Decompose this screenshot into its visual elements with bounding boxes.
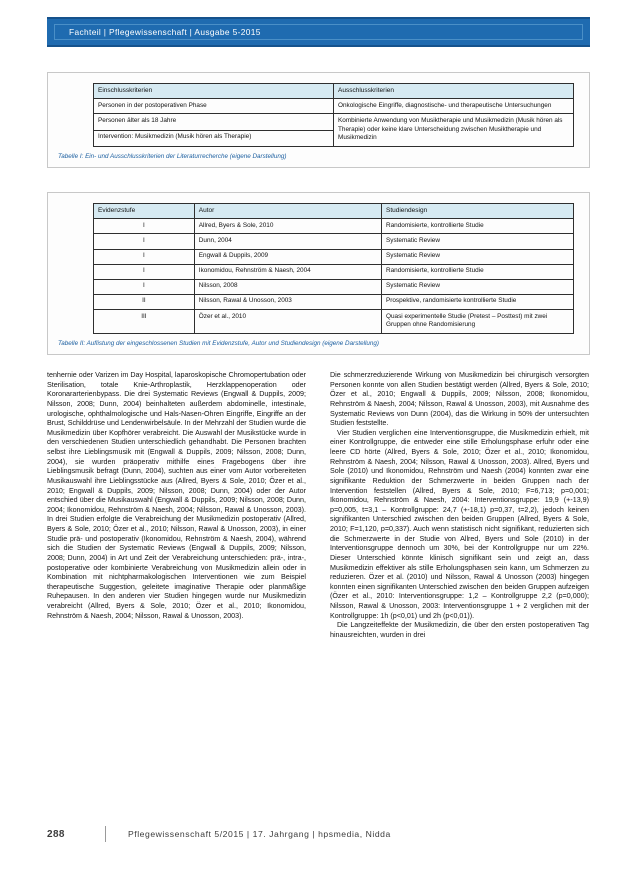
page-number: 288	[47, 828, 65, 840]
table-row	[94, 310, 574, 334]
cell-evidence-level: III	[94, 310, 195, 334]
table-block-included-studies	[47, 192, 590, 355]
cell-inclusion-2: Personen älter als 18 Jahre	[94, 114, 334, 130]
table-included-studies	[93, 203, 574, 334]
table-row	[94, 114, 574, 130]
cell-author: Nilsson, Rawal & Unosson, 2003	[194, 294, 381, 309]
column-header-author: Autor	[194, 204, 381, 219]
table-row	[94, 294, 574, 309]
cell-evidence-level: I	[94, 219, 195, 234]
table-inclusion-exclusion	[93, 83, 574, 147]
footer-divider	[105, 826, 106, 842]
header-title: Fachteil | Pflegewissenschaft | Ausgabe 5-2015	[69, 27, 261, 37]
cell-author: Özer et al., 2010	[194, 310, 381, 334]
column-header-exclusion: Ausschlusskriterien	[334, 84, 574, 99]
table-row	[94, 279, 574, 294]
cell-author: Allred, Byers & Sole, 2010	[194, 219, 381, 234]
body-column-right	[330, 371, 589, 816]
column-header-evidence-level: Evidenzstufe	[94, 204, 195, 219]
paragraph: Die schmerzreduzierende Wirkung von Musikmedizin bei chirurgisch versorgten Personen konnte von allen Studien bestätigt werden (Allred, Byers & Sole, 2010; Özer et al., 2010; Engwall & Duppils, 2009; Nilsson, 2008; Ikonomidou, Rehnström & Naesh, 2004; Nilsson, Rawal & Unosson, 2003), mit Ausnahme des Systematic Reviews von Dunn (2004), das die Wirkung in 50% der untersuchten Studien feststellte.	[330, 371, 589, 428]
page-header-band	[47, 17, 590, 47]
cell-exclusion-2: Kombinierte Anwendung von Musiktherapie und Musikmedizin (Musik hören als Therapie) oder keine klare Unterscheidung zwischen Musiktherapie und Musikmedizin	[334, 114, 574, 146]
cell-exclusion-1: Onkologische Eingriffe, diagnostische- und therapeutische Untersuchungen	[334, 99, 574, 114]
column-header-inclusion: Einschlusskriterien	[94, 84, 334, 99]
table-header-row	[94, 84, 574, 99]
table-row	[94, 249, 574, 264]
cell-author: Ikonomidou, Rehnström & Naesh, 2004	[194, 264, 381, 279]
cell-study-design: Systematic Review	[381, 234, 573, 249]
table-block-inclusion-criteria	[47, 72, 590, 168]
table-row	[94, 234, 574, 249]
table-row	[94, 99, 574, 114]
cell-study-design: Randomisierte, kontrollierte Studie	[381, 219, 573, 234]
cell-evidence-level: I	[94, 234, 195, 249]
cell-study-design: Prospektive, randomisierte kontrollierte Studie	[381, 294, 573, 309]
table-caption-2: Tabelle II: Auflistung der eingeschlossenen Studien mit Evidenzstufe, Autor und Studiendesign (eigene Darstellung)	[58, 339, 379, 347]
cell-evidence-level: I	[94, 264, 195, 279]
page-footer	[47, 826, 590, 842]
cell-study-design: Randomisierte, kontrollierte Studie	[381, 264, 573, 279]
cell-evidence-level: II	[94, 294, 195, 309]
table-header-row	[94, 204, 574, 219]
cell-evidence-level: I	[94, 249, 195, 264]
cell-inclusion-3: Intervention: Musikmedizin (Musik hören als Therapie)	[94, 130, 334, 146]
cell-study-design: Systematic Review	[381, 249, 573, 264]
table-row	[94, 264, 574, 279]
cell-inclusion-1: Personen in der postoperativen Phase	[94, 99, 334, 114]
paragraph: Die Langzeiteffekte der Musikmedizin, die über den ersten postoperativen Tag hinausreichten, wurden in drei	[330, 621, 589, 639]
cell-author: Nilsson, 2008	[194, 279, 381, 294]
body-text-area	[47, 371, 590, 816]
table-row	[94, 219, 574, 234]
cell-evidence-level: I	[94, 279, 195, 294]
cell-study-design: Systematic Review	[381, 279, 573, 294]
body-column-left	[47, 371, 306, 816]
column-header-study-design: Studiendesign	[381, 204, 573, 219]
paragraph: tenhernie oder Varizen im Day Hospital, laparoskopische Chromopertubation oder Sterilisation, totale Knie-Arthroplastik, Herzklappenoperation oder Koronararterienbypass. Die drei Systematic Reviews (Engwall & Duppils, 2009; Nilsson, 2008; Dunn, 2004) beinhalteten außerdem abdominelle, intestinale, urologische, ophthalmologische und Hals-Nasen-Ohren Eingriffe, Eingriffe an der Brust, Schilddrüse und Lendenwirbelsäule. In der Mehrzahl der Studien wurde die Musikmedizin über Kopfhörer verabreicht. Die Auswahl der Musikstücke wurde in den verschiedenen Studien unterschiedlich gehandhabt. Die Personen brachten selbst ihre Lieblingsmusik mit (Engwall & Duppils, 2009; Nilsson, 2008; Dunn, 2004), sie wurden präoperativ mithilfe eines Fragebogens über ihre Lieblingsmusik befragt (Dunn, 2004), suchten aus einer vom Autor vorbereiteten Musikauswahl ihre Lieblingsstücke aus (Allred, Byers & Sole, 2010; Özer et al., 2010; Engwall & Duppils, 2009; Nilsson, 2008; Dunn, 2004) oder der Autor entschied über die Musikauswahl (Engwall & Duppils, 2009; Nilsson, 2008; Dunn, 2004; Ikonomidou, Rehnström & Naesh, 2004; Nilsson, Rawal & Unosson, 2003). In drei Studien erfolgte die Verabreichung der Musikmedizin postoperativ (Allred, Byers & Sole, 2010; Özer et al., 2010; Nilsson, Rawal & Unosson, 2003), in einer Studie prä- und postoperativ (Ikonomidou, Rehnström & Naesh, 2004), während sich die Studien der Systematic Reviews (Engwall & Duppils, 2009; Nilsson, 2008; Dunn, 2004) in Art und Zeit der Verabreichung unterschieden: prä-, intra-, postoperative oder kombinierte Verabreichung von Musikmedizin allein oder in Kombination mit nichtpharmakologischen Interventionen wie zum Beispiel therapeutische Suggestion, geleitete imaginative Therapie oder planmäßige Ruhepausen. In den anderen vier Studien hingegen wurde nur Musikmedizin verabreicht (Allred, Byers & Sole, 2010; Özer et al., 2010; Ikonomidou, Rehnström & Naesh, 2004; Nilsson, Rawal & Unosson, 2003).	[47, 371, 306, 620]
paragraph: Vier Studien verglichen eine Interventionsgruppe, die Musikmedizin erhielt, mit einer Kontrollgruppe, die entweder eine stille Erholungsphase erfuhr oder eine leere CD hörte (Allred, Byers & Sole, 2010; Özer et al., 2010; Ikonomidou, Rehnström & Naesh, 2004; Nilsson, Rawal & Unosson, 2003). Allred, Byers und Sole (2010) und Ikonomidou, Rehnström und Naesh (2004) konnten zwar eine signifikante Reduktion der Schmerzwerte in beiden Gruppen nach der Intervention feststellen (Allred, Byers & Sole, 2010; F=6,713; p=0,001; Ikonomidou, Rehnström & Naesh, 2004: Interventionsgruppe: 19,9 (+-13,9) p=0,005, t=3,1 – Kontrollgruppe: 24,7 (+-18,1) p=0,37, t=2,2), jedoch keinen signifikanten Unterschied zwischen den beiden Gruppen (Allred, Byers & Sole, 2010; F=1,120, p=0,337). Auch wenn statistisch nicht signifikant, reduzierten sich die Schmerzwerte in der Studie von Allred, Byers und Sole (2010) in der Interventionsgruppe dennoch um 30%, bei der Kontrollgruppe nur um 22%. Dieser Unterschied könnte klinisch signifikant sein und zeigt an, dass Musikmedizin effektiver als stille Erholungsphasen sein kann, um Schmerzen zu reduzieren. Özer et al. (2010) und Nilsson, Rawal & Unosson (2003) hingegen konnten einen signifikanten Unterschied zwischen den beiden Gruppen aufzeigen (Özer et al., 2010: Interventionsgruppe: 1,2 – Kontrollgruppe 2,2 (p=0,000); Nilsson, Rawal & Unosson, 2003: Interventionsgruppe 1 + 2 verglichen mit der Kontrollgruppe: 1h (p<0,01) und 2h (p<0,01)).	[330, 428, 589, 620]
cell-author: Dunn, 2004	[194, 234, 381, 249]
table-caption-1: Tabelle I: Ein- und Ausschlusskriterien der Literaturrecherche (eigene Darstellung)	[58, 152, 287, 160]
cell-author: Engwall & Duppils, 2009	[194, 249, 381, 264]
cell-study-design: Quasi experimentelle Studie (Pretest – Posttest) mit zwei Gruppen ohne Randomisierung	[381, 310, 573, 334]
footer-citation: Pflegewissenschaft 5/2015 | 17. Jahrgang | hpsmedia, Nidda	[128, 829, 391, 839]
